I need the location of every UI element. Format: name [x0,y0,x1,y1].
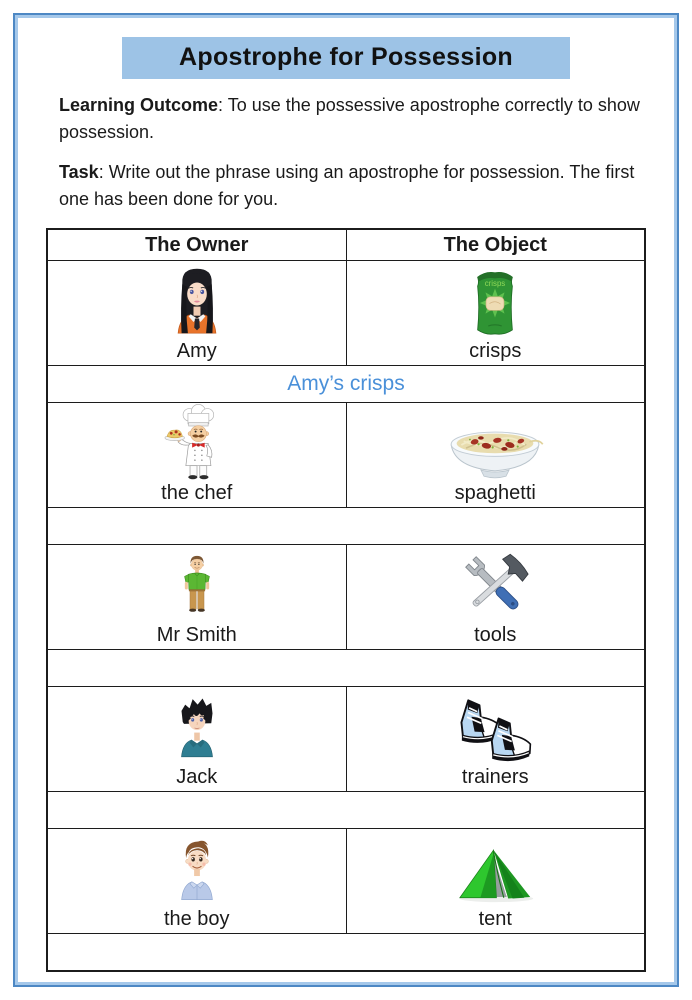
owner-picture [48,404,346,481]
title-banner [122,37,570,79]
object-label: trainers [461,766,529,788]
answer-row [47,650,645,687]
table-row [47,261,645,366]
answer-cell[interactable] [47,792,645,829]
task-label: Task [59,162,99,182]
owner-label: Amy [176,340,217,362]
object-cell [346,687,645,792]
crisps-bag-text: crisps [485,279,506,289]
object-cell [346,261,645,366]
object-label: crisps [469,340,522,362]
learning-outcome-text: : To use the possessive apostrophe correctly to show possession. [59,95,640,142]
man-mr-smith-icon [170,545,224,623]
object-picture [347,546,645,623]
object-picture [347,262,645,339]
object-cell [346,545,645,650]
owner-cell [47,261,346,366]
owner-label: Jack [176,766,218,788]
answer-cell[interactable] [47,650,645,687]
tent-icon [451,843,539,907]
object-cell [346,829,645,934]
owner-picture [48,688,346,765]
table-row [47,829,645,934]
object-label: tent [478,908,512,930]
object-label: spaghetti [454,482,536,504]
owner-picture [48,546,346,623]
trainers-icon [449,693,541,765]
object-label: tools [474,624,517,646]
object-picture [347,688,645,765]
table-row [47,687,645,792]
answer-text: Amy’s crisps [287,372,405,395]
owner-cell [47,829,346,934]
boy-icon [165,831,229,907]
table-header-row [47,229,645,261]
object-column-header: The Object [346,229,645,261]
owner-cell [47,403,346,508]
answer-cell[interactable] [47,934,645,972]
possession-table [46,228,646,972]
table-row [47,403,645,508]
owner-cell [47,687,346,792]
crisps-bag-icon [467,267,523,339]
answer-row [47,508,645,545]
owner-label: the chef [161,482,233,504]
page-frame-inner [15,15,677,985]
tools-icon [457,549,533,623]
page-title: Apostrophe for Possession [179,43,513,71]
answer-row [47,934,645,972]
object-picture [347,404,645,481]
owner-column-header: The Owner [47,229,346,261]
learning-outcome-paragraph [59,92,655,146]
young-man-jack-icon [166,689,228,765]
learning-outcome-label: Learning Outcome [59,95,219,115]
owner-label: the boy [163,908,230,930]
answer-row [47,792,645,829]
owner-cell [47,545,346,650]
owner-picture [48,262,346,339]
girl-amy-icon [162,263,232,339]
task-paragraph [59,159,655,213]
owner-picture [48,830,346,907]
object-cell [346,403,645,508]
page-frame [13,13,679,987]
table-row [47,545,645,650]
task-text: : Write out the phrase using an apostrophe for possession. The first one has been done for you. [59,162,635,209]
owner-label: Mr Smith [156,624,237,646]
spaghetti-bowl-icon [439,409,551,481]
answer-cell[interactable] [47,366,645,403]
object-picture [347,830,645,907]
chef-icon [153,403,241,481]
answer-row [47,366,645,403]
answer-cell[interactable] [47,508,645,545]
